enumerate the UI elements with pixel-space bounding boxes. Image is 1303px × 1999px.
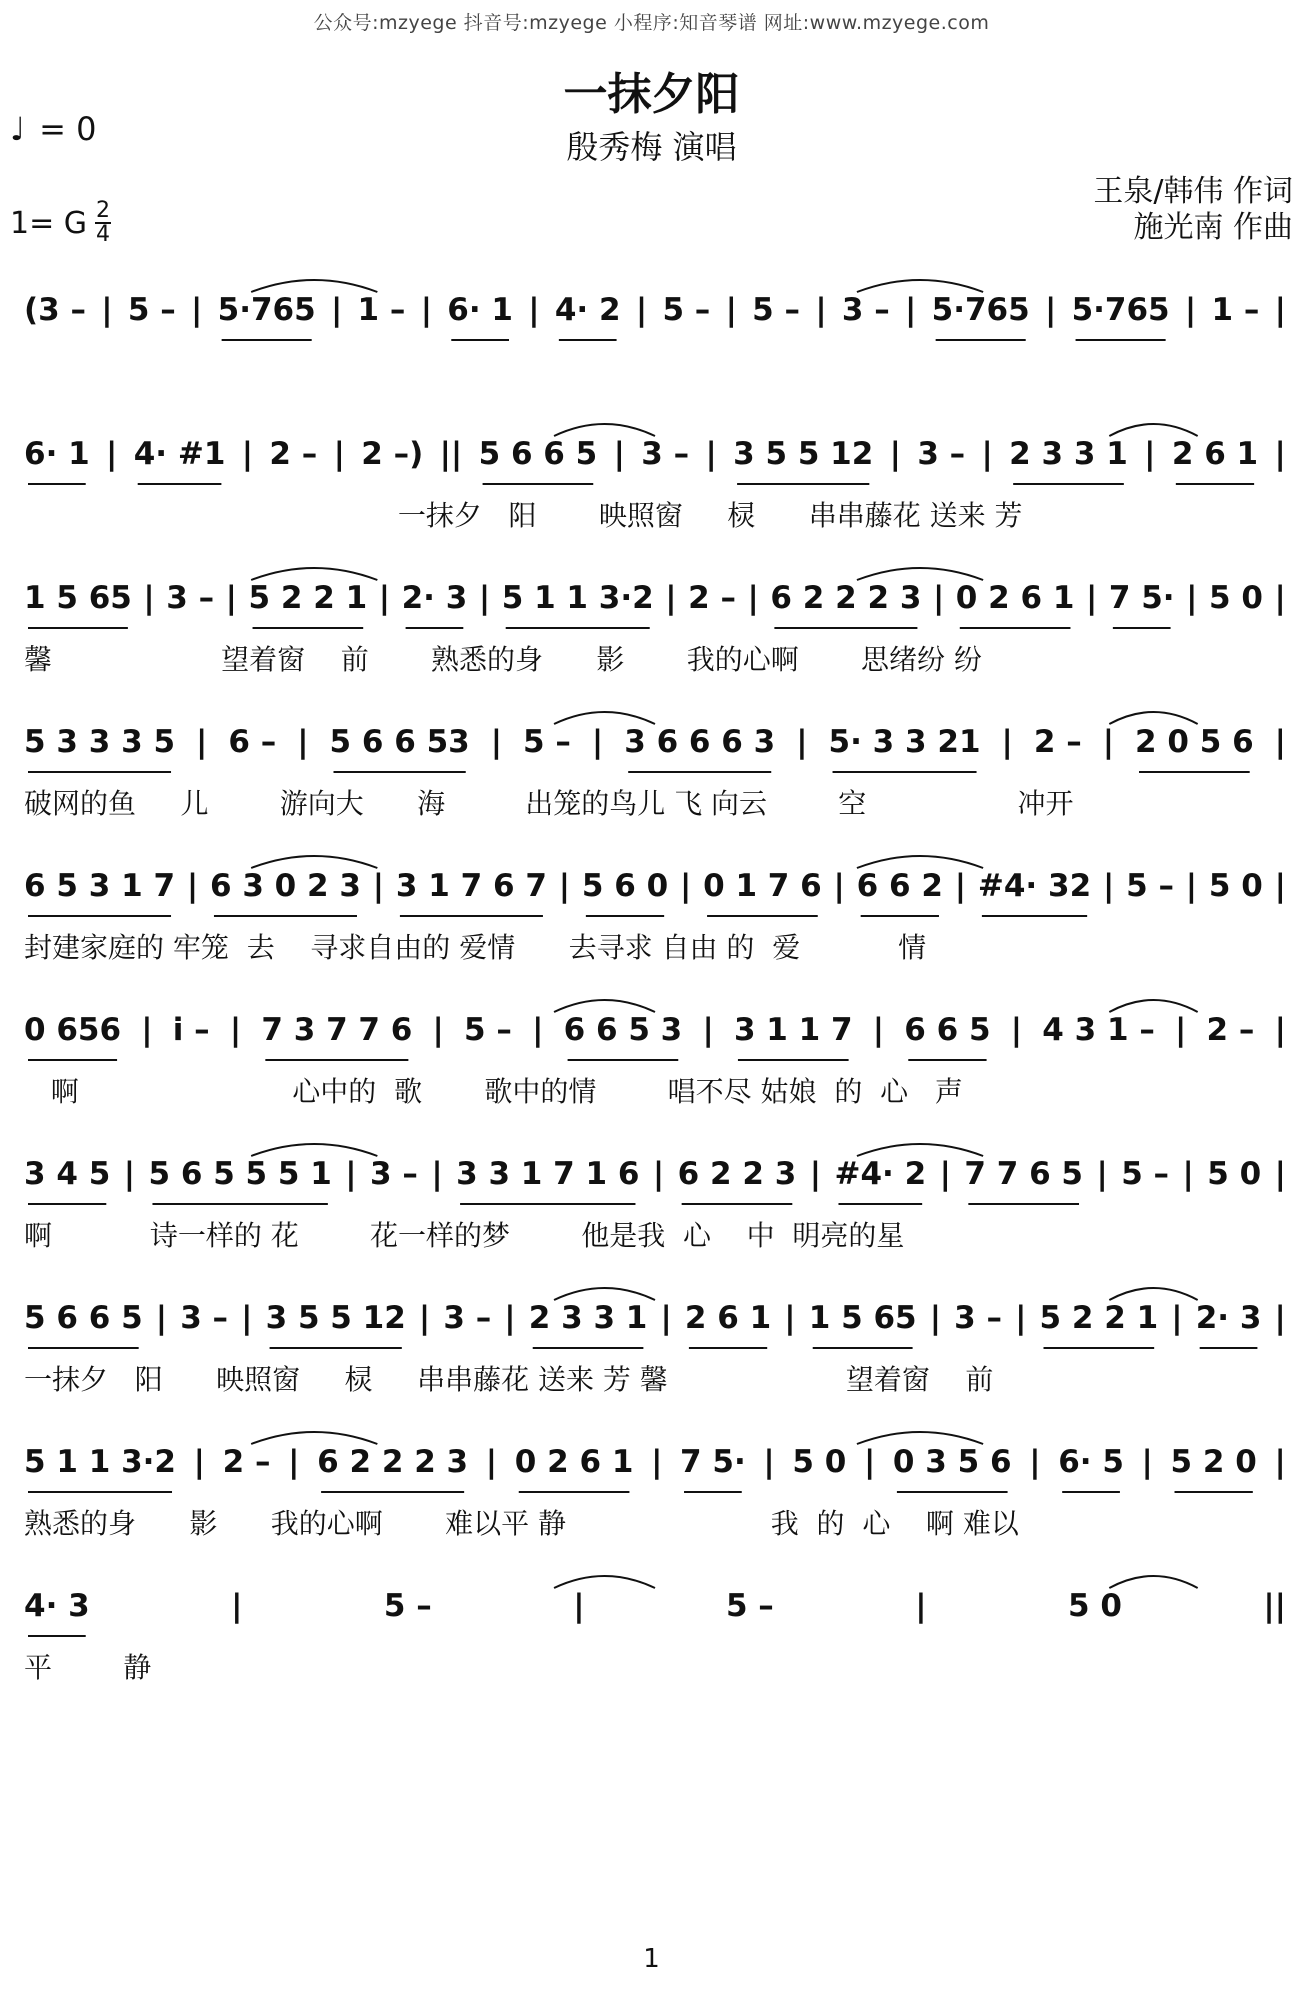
tempo-marking [10, 110, 96, 148]
bar-line: | [345, 1156, 357, 1192]
note-group: 2 –) [361, 436, 424, 472]
bar-line: | [915, 1588, 927, 1624]
rhythm-underlines [24, 472, 1286, 492]
note-group: 6· 1 [24, 436, 90, 472]
bar-line: | [532, 1012, 544, 1048]
note-group: 5 – [662, 292, 711, 328]
bar-line: | [747, 580, 759, 616]
slur-arc [857, 856, 983, 868]
note-group: 5 6 6 53 [329, 724, 470, 760]
note-group: 5 0 [1208, 580, 1263, 616]
note-group: #4· 2 [834, 1156, 927, 1192]
bar-line: | [981, 436, 993, 472]
rhythm-underlines [24, 1624, 1286, 1644]
bar-line: | [1029, 1444, 1041, 1480]
score-system [24, 412, 1286, 556]
bar-line: | [929, 1300, 942, 1336]
slur-arc [857, 280, 983, 292]
bar-line: | [333, 436, 345, 472]
bar-line: | [1274, 1444, 1286, 1480]
bar-line: | [1102, 868, 1115, 904]
bar-line: | [186, 868, 199, 904]
rhythm-underlines [24, 1336, 1286, 1356]
note-group: 2 6 1 [1171, 436, 1259, 472]
bar-line: | [1185, 868, 1198, 904]
score-system [24, 700, 1286, 844]
note-group: 5 – [127, 292, 176, 328]
bar-line: | [1010, 1012, 1023, 1048]
bar-line: | [1015, 1300, 1027, 1336]
slur-arc [554, 424, 655, 436]
note-group: 5 0 [792, 1444, 847, 1480]
note-group: 3 – [954, 1300, 1002, 1336]
note-group: 5 – [464, 1012, 512, 1048]
note-group: 5 2 2 1 [1039, 1300, 1159, 1336]
note-group: 1 5 65 [24, 580, 132, 616]
bar-line: | [660, 1300, 672, 1336]
slur-arc [857, 1144, 983, 1156]
note-group: 7 5· [680, 1444, 746, 1480]
note-group: 5 2 2 1 [248, 580, 368, 616]
bar-line: | [225, 580, 237, 616]
bar-line: | [573, 1588, 585, 1624]
rhythm-underlines [24, 760, 1286, 780]
note-group: #4· 32 [977, 868, 1092, 904]
note-group: (3 – [24, 292, 87, 328]
lyric-line: 破网的鱼 儿 游向大 海 出笼的鸟儿 飞 向云 空 冲开 [24, 787, 1074, 820]
note-group: 5 0 [1208, 868, 1263, 904]
note-group: 5 – [1126, 868, 1174, 904]
lyric-line: 一抹夕 阳 映照窗 棂 串串藤花 送来 芳 馨 望着窗 前 [24, 1363, 994, 1396]
lyric-line: 馨 望着窗 前 熟悉的身 影 我的心啊 思绪纷 纷 [24, 643, 982, 676]
note-group: 4· #1 [133, 436, 226, 472]
note-group: 5 6 5 5 5 1 [148, 1156, 332, 1192]
bar-line: | [418, 1300, 431, 1336]
score-system [24, 844, 1286, 988]
note-group: 5·765 [217, 292, 316, 328]
note-group: 5 – [523, 724, 571, 760]
note-group: 2 – [269, 436, 318, 472]
bar-line: | [939, 1156, 951, 1192]
slur-arc [554, 712, 655, 724]
note-group: 0 3 5 6 [892, 1444, 1012, 1480]
rhythm-underlines [24, 1192, 1286, 1212]
note-group: 5· 3 3 21 [828, 724, 981, 760]
bar-line: | [863, 1444, 876, 1480]
bar-line: | [432, 1012, 444, 1048]
note-group: 2 3 3 1 [1009, 436, 1128, 472]
note-group: 5 – [725, 1588, 774, 1624]
rhythm-underlines [24, 1048, 1286, 1068]
bar-line: | [1141, 1444, 1153, 1480]
bar-line: | [485, 1444, 498, 1480]
bar-line: | [905, 292, 917, 328]
bar-line: | [193, 1444, 205, 1480]
bar-line: | [504, 1300, 516, 1336]
key-label: 1= G [10, 205, 88, 241]
slur-arc [857, 1432, 983, 1444]
slur-arc [251, 280, 377, 292]
bar-line: | [1086, 580, 1098, 616]
note-group: 6 6 5 3 [563, 1012, 683, 1048]
lyric-line: 封建家庭的 牢笼 去 寻求自由的 爱情 去寻求 自由 的 爱 情 [24, 931, 927, 964]
bar-line: | [231, 1588, 243, 1624]
bar-line: | [1184, 292, 1197, 328]
bar-line: | [123, 1156, 136, 1192]
quarter-note-icon: ♩ [10, 110, 26, 148]
note-group: 0 2 6 1 [514, 1444, 634, 1480]
bar-line: | [833, 868, 845, 904]
lyric-line [24, 350, 1286, 390]
bar-line: | [372, 868, 385, 904]
lyric-line: 啊 心中的 歌 歌中的情 唱不尽 姑娘 的 心 声 [24, 1075, 963, 1108]
slur-arc [1109, 1288, 1197, 1300]
lyric-line: 啊 诗一样的 花 花一样的梦 他是我 心 中 明亮的星 [24, 1219, 905, 1252]
lyric-line: 一抹夕 阳 映照窗 棂 串串藤花 送来 芳 [24, 499, 1023, 532]
bar-line: | [652, 1156, 665, 1192]
note-group: 3 – [180, 1300, 229, 1336]
note-group: 3 5 5 12 [265, 1300, 406, 1336]
bar-line: | [796, 724, 808, 760]
note-group: 3 – [641, 436, 690, 472]
bar-line: | [1144, 436, 1156, 472]
slur-arc [251, 1144, 377, 1156]
note-group: 3 6 6 6 3 [624, 724, 776, 760]
bar-line: | [809, 1156, 822, 1192]
score-system [24, 1276, 1286, 1420]
bar-line: | [1274, 1012, 1286, 1048]
note-group: 3 – [166, 580, 215, 616]
note-group: 0 1 7 6 [703, 868, 822, 904]
bar-line: | [478, 580, 491, 616]
bar-line: | [613, 436, 625, 472]
bar-line: | [665, 580, 677, 616]
note-group: 6· 5 [1058, 1444, 1124, 1480]
bar-line: | [558, 868, 571, 904]
bar-line: || [1263, 1588, 1286, 1624]
bar-line: | [705, 436, 717, 472]
bar-line: | [702, 1012, 714, 1048]
note-group: 5 2 0 [1170, 1444, 1257, 1480]
note-group: 3 1 1 7 [733, 1012, 853, 1048]
bar-line: | [1274, 1156, 1286, 1192]
note-group: 6 5 3 1 7 [24, 868, 176, 904]
score-system [24, 268, 1286, 412]
note-group: 2 – [1206, 1012, 1255, 1048]
slur-arc [1109, 424, 1197, 436]
bar-line: | [431, 1156, 443, 1192]
slur-arc [251, 1432, 377, 1444]
note-group: 5 0 [1207, 1156, 1262, 1192]
note-group: 4 3 1 – [1042, 1012, 1155, 1048]
slur-arc [554, 1288, 655, 1300]
note-group: 3 3 1 7 1 6 [456, 1156, 640, 1192]
note-group: 1 – [1211, 292, 1260, 328]
bar-line: | [1274, 580, 1286, 616]
bar-line: | [1102, 724, 1115, 760]
bar-line: | [872, 1012, 885, 1048]
lyric-line: 平 静 [24, 1651, 152, 1684]
bar-line: | [1186, 580, 1198, 616]
bar-line: | [241, 436, 254, 472]
note-group: 2· 3 [401, 580, 468, 616]
bar-line: | [679, 868, 692, 904]
note-group: 5 – [1121, 1156, 1170, 1192]
slur-arc [1109, 712, 1197, 724]
score-system [24, 1564, 1286, 1708]
bar-line: | [106, 436, 118, 472]
bar-line: | [241, 1300, 253, 1336]
bar-line: | [229, 1012, 242, 1048]
key-signature [10, 200, 111, 246]
note-group: 5 – [752, 292, 801, 328]
note-group: 5 1 1 3·2 [24, 1444, 177, 1480]
note-group: 3 5 5 12 [733, 436, 874, 472]
note-group: 3 – [370, 1156, 418, 1192]
note-group: 7 7 6 5 [964, 1156, 1084, 1192]
note-group: 6 2 2 2 3 [317, 1444, 469, 1480]
note-group: 4· 3 [24, 1588, 90, 1624]
bar-line: | [288, 1444, 300, 1480]
bar-line: | [297, 724, 309, 760]
lyric-line: 熟悉的身 影 我的心啊 难以平 静 我 的 心 啊 难以 [24, 1507, 1019, 1540]
note-group: 0 656 [24, 1012, 122, 1048]
song-title: 一抹夕阳 [563, 69, 740, 120]
note-group: i – [172, 1012, 210, 1048]
note-group: 6 – [228, 724, 277, 760]
lyricist-credit: 王泉/韩伟 作词 [1093, 174, 1293, 209]
singer-credit: 殷秀梅 演唱 [566, 128, 737, 166]
bar-line: | [635, 292, 648, 328]
tempo-value: = 0 [39, 110, 97, 148]
note-group: 6 6 2 [856, 868, 943, 904]
note-group: 6 6 5 [904, 1012, 991, 1048]
bar-line: || [439, 436, 463, 472]
bar-line: | [101, 292, 113, 328]
rhythm-underlines [24, 616, 1286, 636]
score-system [24, 556, 1286, 700]
note-group: 5 0 [1067, 1588, 1122, 1624]
bar-line: | [1175, 1012, 1187, 1048]
bar-line: | [196, 724, 208, 760]
site-info-header: 公众号:mzyege 抖音号:mzyege 小程序:知音琴谱 网址:www.mzyege.com [313, 12, 990, 34]
time-denominator: 4 [96, 222, 111, 247]
note-group: 5 6 6 5 [24, 1300, 143, 1336]
note-group: 3 1 7 6 7 [395, 868, 547, 904]
note-group: 6 2 2 3 [677, 1156, 797, 1192]
note-group: 3 – [841, 292, 890, 328]
note-group: 5 6 6 5 [478, 436, 598, 472]
slur-arc [251, 568, 377, 580]
note-group: 3 – [443, 1300, 492, 1336]
bar-line: | [1171, 1300, 1183, 1336]
note-group: 5·765 [931, 292, 1030, 328]
slur-arc [1109, 1576, 1197, 1588]
bar-line: | [330, 292, 343, 328]
bar-line: | [1274, 1300, 1286, 1336]
rhythm-underlines [24, 328, 1286, 348]
note-group: 5 – [383, 1588, 432, 1624]
bar-line: | [1274, 868, 1286, 904]
bar-line: | [591, 724, 604, 760]
score-system [24, 988, 1286, 1132]
bar-line: | [889, 436, 901, 472]
note-group: 6 3 0 2 3 [209, 868, 361, 904]
note-group: 1 – [357, 292, 406, 328]
note-group: 2· 3 [1195, 1300, 1262, 1336]
note-group: 3 4 5 [24, 1156, 111, 1192]
note-group: 6 2 2 2 3 [770, 580, 922, 616]
rhythm-underlines [24, 904, 1286, 924]
note-group: 2 6 1 [684, 1300, 772, 1336]
bar-line: | [155, 1300, 168, 1336]
bar-line: | [651, 1444, 663, 1480]
bar-line: | [725, 292, 737, 328]
bar-line: | [378, 580, 391, 616]
score [24, 268, 1286, 1708]
bar-line: | [1274, 436, 1286, 472]
bar-line: | [1274, 724, 1286, 760]
bar-line: | [815, 292, 827, 328]
slur-arc [554, 1576, 655, 1588]
note-group: 1 5 65 [808, 1300, 917, 1336]
score-system [24, 1420, 1286, 1564]
note-group: 7 5· [1108, 580, 1175, 616]
note-group: 5 3 3 3 5 [24, 724, 176, 760]
slur-arc [1109, 1000, 1197, 1012]
bar-line: | [784, 1300, 796, 1336]
note-group: 2 0 5 6 [1135, 724, 1254, 760]
slur-arc [554, 1000, 655, 1012]
bar-line: | [763, 1444, 775, 1480]
note-group: 2 3 3 1 [528, 1300, 648, 1336]
time-signature [95, 200, 111, 246]
credits [1093, 174, 1293, 246]
note-group: 5·765 [1071, 292, 1170, 328]
note-group: 7 3 7 7 6 [261, 1012, 413, 1048]
score-system [24, 1132, 1286, 1276]
bar-line: | [528, 292, 540, 328]
bar-line: | [420, 292, 433, 328]
slur-arc [251, 856, 377, 868]
bar-line: | [1096, 1156, 1108, 1192]
note-group: 5 6 0 [581, 868, 669, 904]
note-group: 2 – [1033, 724, 1082, 760]
rhythm-underlines [24, 1480, 1286, 1500]
note-group: 2 – [688, 580, 736, 616]
bar-line: | [1274, 292, 1286, 328]
note-group: 5 1 1 3·2 [501, 580, 654, 616]
bar-line: | [954, 868, 967, 904]
bar-line: | [1044, 292, 1057, 328]
bar-line: | [1001, 724, 1013, 760]
bar-line: | [932, 580, 945, 616]
note-group: 4· 2 [554, 292, 621, 328]
bar-line: | [191, 292, 203, 328]
bar-line: | [143, 580, 155, 616]
composer-credit: 施光南 作曲 [1133, 210, 1293, 245]
time-numerator: 2 [96, 198, 111, 223]
note-group: 3 – [917, 436, 966, 472]
page-number: 1 [643, 1944, 660, 1974]
bar-line: | [1182, 1156, 1194, 1192]
bar-line: | [141, 1012, 153, 1048]
slur-arc [857, 568, 983, 580]
bar-line: | [490, 724, 503, 760]
note-group: 6· 1 [447, 292, 513, 328]
note-group: 2 – [222, 1444, 271, 1480]
note-group: 0 2 6 1 [955, 580, 1075, 616]
